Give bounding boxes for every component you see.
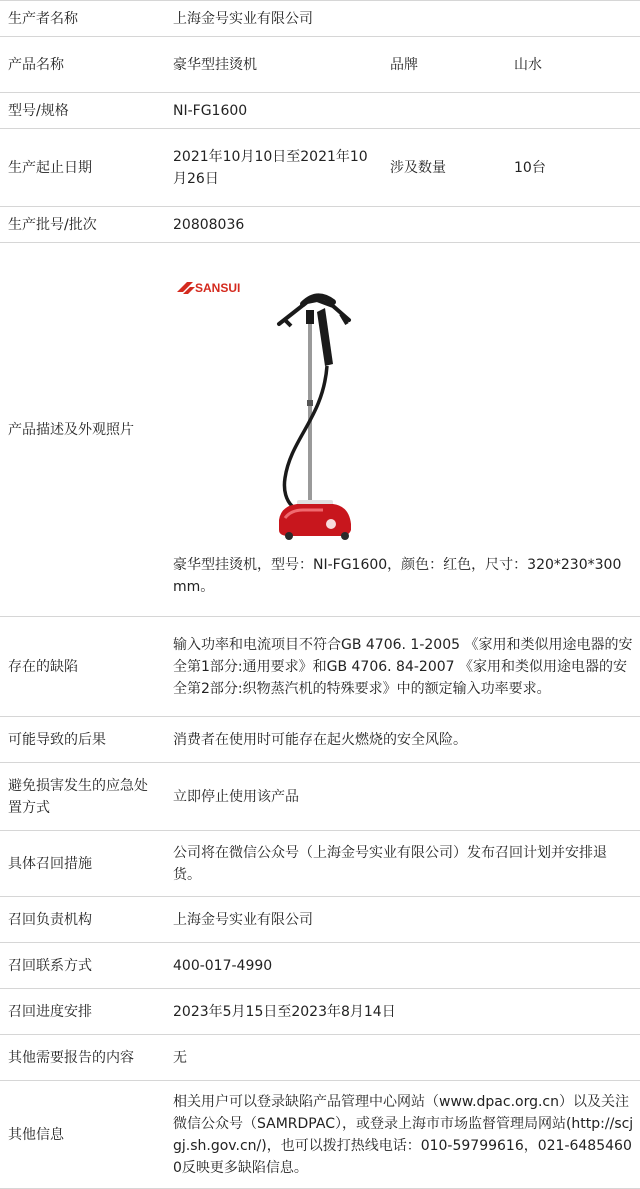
row-other-report xyxy=(0,1035,640,1081)
value-emergency: 立即停止使用该产品 xyxy=(165,763,640,831)
value-model: NI-FG1600 xyxy=(165,93,640,129)
value-schedule: 2023年5月15日至2023年8月14日 xyxy=(165,989,640,1035)
label-measures: 具体召回措施 xyxy=(0,831,165,897)
row-emergency xyxy=(0,763,640,831)
label-production-date: 生产起止日期 xyxy=(0,129,165,207)
label-responsible: 召回负责机构 xyxy=(0,897,165,943)
value-other-info: 相关用户可以登录缺陷产品管理中心网站（www.dpac.org.cn）以及关注微信公众号（SAMRDPAC），或登录上海市市场监督管理局网站(http://scjgj.sh.gov.cn/)，也可以拨打热线电话：010-59799616，021-64854600反映更多缺陷信息。 xyxy=(165,1081,640,1189)
row-production-date xyxy=(0,129,640,207)
value-brand: 山水 xyxy=(506,37,640,93)
label-schedule: 召回进度安排 xyxy=(0,989,165,1035)
label-manufacturer: 生产者名称 xyxy=(0,1,165,37)
label-consequence: 可能导致的后果 xyxy=(0,717,165,763)
label-other-report: 其他需要报告的内容 xyxy=(0,1035,165,1081)
sansui-logo-text: SANSUI xyxy=(195,280,241,295)
value-manufacturer: 上海金号实业有限公司 xyxy=(165,1,640,37)
value-production-date: 2021年10月10日至2021年10月26日 xyxy=(165,129,382,207)
row-defect xyxy=(0,617,640,717)
row-responsible xyxy=(0,897,640,943)
product-photo xyxy=(173,268,357,544)
value-description xyxy=(165,243,640,617)
value-batch: 20808036 xyxy=(165,207,640,243)
sansui-logo-icon xyxy=(177,281,240,295)
label-brand: 品牌 xyxy=(382,37,506,93)
label-defect: 存在的缺陷 xyxy=(0,617,165,717)
row-model xyxy=(0,93,640,129)
row-consequence xyxy=(0,717,640,763)
label-model: 型号/规格 xyxy=(0,93,165,129)
label-quantity: 涉及数量 xyxy=(382,129,506,207)
value-contact: 400-017-4990 xyxy=(165,943,640,989)
value-quantity: 10台 xyxy=(506,129,640,207)
label-description: 产品描述及外观照片 xyxy=(0,243,165,617)
value-measures: 公司将在微信公众号（上海金号实业有限公司）发布召回计划并安排退货。 xyxy=(165,831,640,897)
row-contact xyxy=(0,943,640,989)
row-schedule xyxy=(0,989,640,1035)
value-other-report: 无 xyxy=(165,1035,640,1081)
value-product-name: 豪华型挂烫机 xyxy=(165,37,382,93)
row-other-info xyxy=(0,1081,640,1189)
value-defect: 输入功率和电流项目不符合GB 4706. 1-2005 《家用和类似用途电器的安全第1部分:通用要求》和GB 4706. 84-2007 《家用和类似用途电器的安全第2部分:织物蒸汽机的特殊要求》中的额定输入功率要求。 xyxy=(165,617,640,717)
label-other-info: 其他信息 xyxy=(0,1081,165,1189)
label-product-name: 产品名称 xyxy=(0,37,165,93)
label-contact: 召回联系方式 xyxy=(0,943,165,989)
label-emergency: 避免损害发生的应急处置方式 xyxy=(0,763,165,831)
row-batch xyxy=(0,207,640,243)
row-product-name xyxy=(0,37,640,93)
product-photo-wrap xyxy=(173,254,634,544)
row-manufacturer xyxy=(0,1,640,37)
row-description xyxy=(0,243,640,617)
label-batch: 生产批号/批次 xyxy=(0,207,165,243)
description-text: 豪华型挂烫机，型号：NI-FG1600，颜色：红色，尺寸：320*230*300mm。 xyxy=(173,556,622,595)
row-measures xyxy=(0,831,640,897)
value-consequence: 消费者在使用时可能存在起火燃烧的安全风险。 xyxy=(165,717,640,763)
value-responsible: 上海金号实业有限公司 xyxy=(165,897,640,943)
